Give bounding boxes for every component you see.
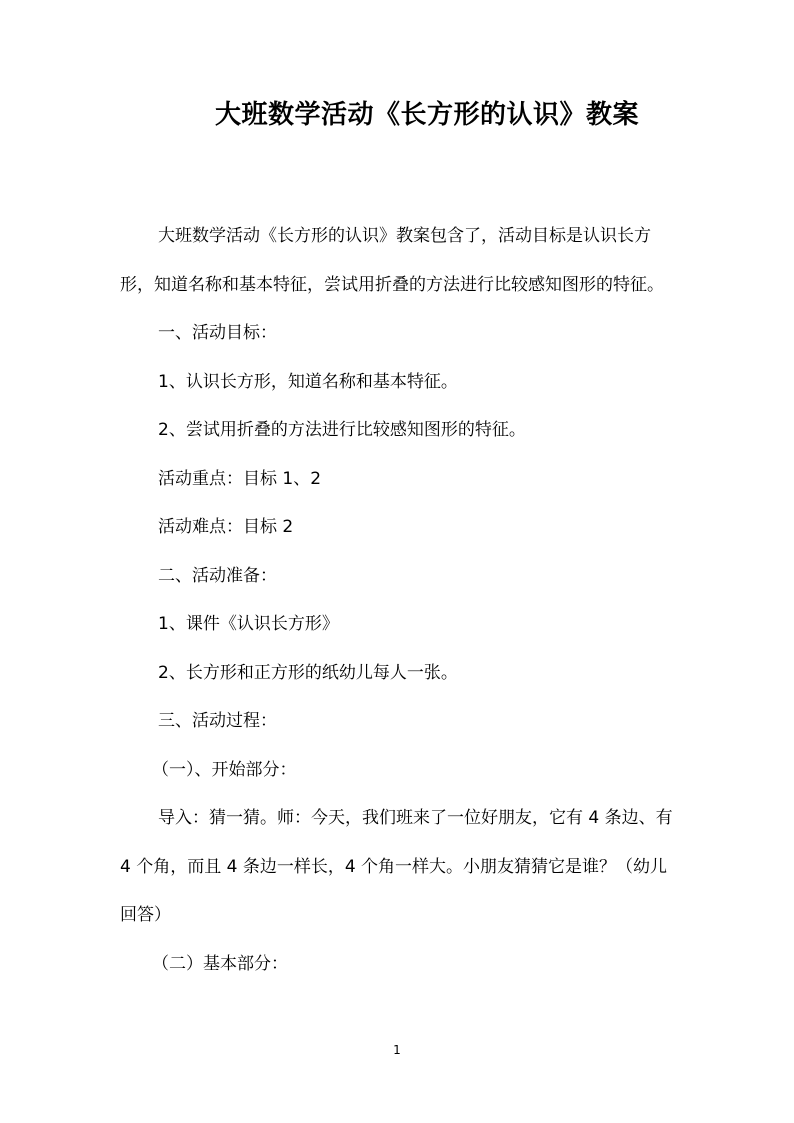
document-body (120, 212, 680, 988)
key-point: 活动重点：目标 1、2 (158, 468, 322, 489)
intro-guess-paragraph: 导入：猜一猜。师：今天，我们班来了一位好朋友，它有 4 条边、有 4 个角，而且 4 条边一样长，4 个角一样大。小朋友猜猜它是谁？（幼儿回答） (120, 808, 673, 925)
section-heading-preparation: 二、活动准备： (158, 565, 277, 586)
goal-item-1: 1、认识长方形，知道名称和基本特征。 (158, 371, 458, 392)
preparation-item-2: 2、长方形和正方形的纸幼儿每人一张。 (158, 662, 458, 683)
preparation-item-1: 1、课件《认识长方形》 (158, 614, 339, 634)
page-title: 大班数学活动《长方形的认识》教案 (214, 100, 639, 130)
goal-item-2: 2、尝试用折叠的方法进行比较感知图形的特征。 (158, 420, 526, 440)
section-heading-process: 三、活动过程： (158, 711, 277, 731)
subsection-basic: （二）基本部分： (152, 953, 288, 974)
difficult-point: 活动难点：目标 2 (158, 517, 294, 537)
page-number: 1 (393, 1043, 401, 1057)
section-heading-goals: 一、活动目标： (158, 323, 277, 343)
intro-paragraph: 大班数学活动《长方形的认识》教案包含了，活动目标是认识长方形，知道名称和基本特征，尝试用折叠的方法进行比较感知图形的特征。 (120, 226, 664, 295)
subsection-start: （一）、开始部分： (152, 759, 297, 780)
